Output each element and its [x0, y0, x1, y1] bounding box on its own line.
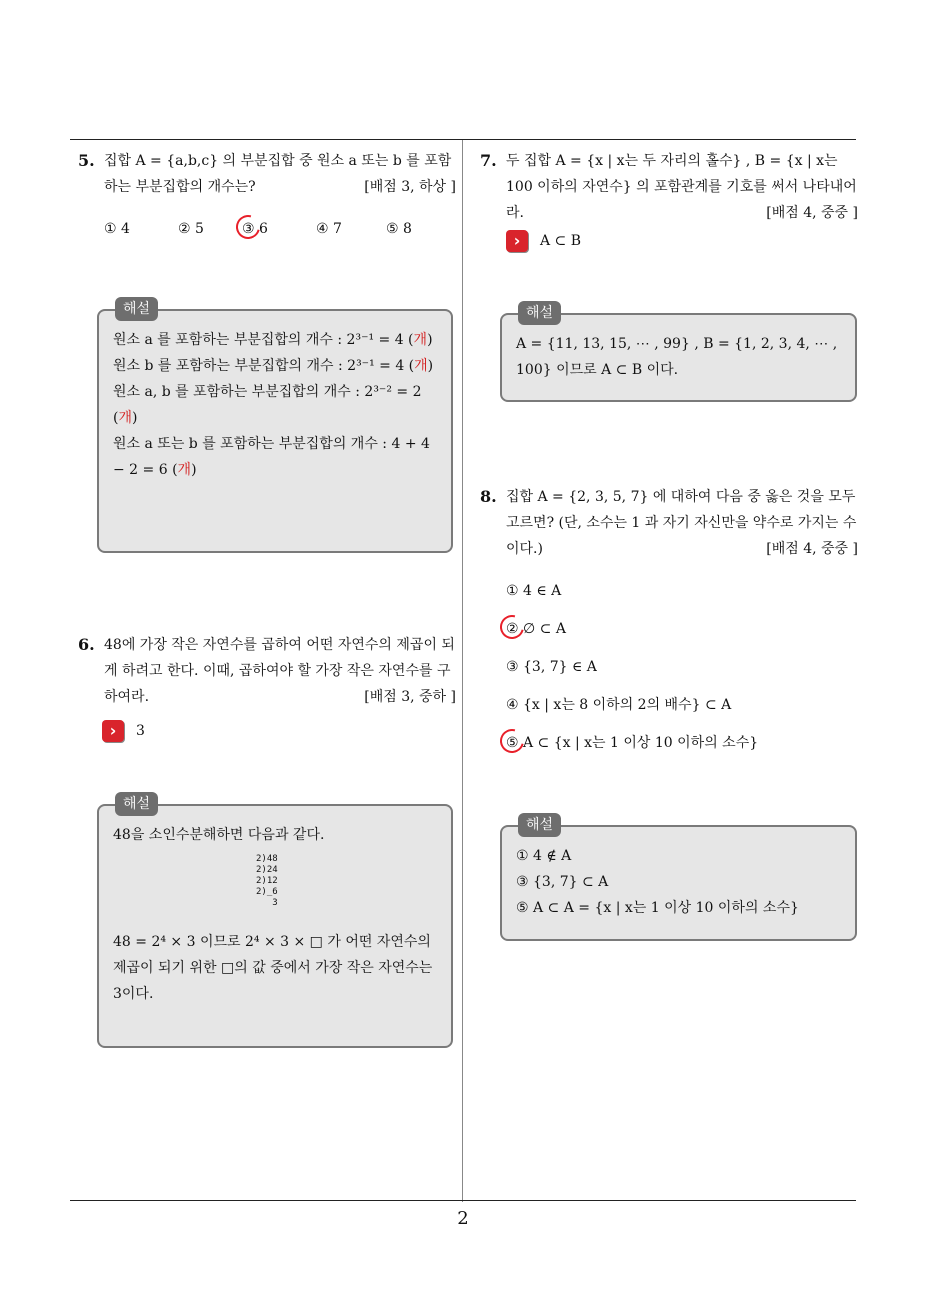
choice-4[interactable]: ④ 7: [316, 221, 342, 237]
explanation-tag: 해설: [115, 297, 158, 321]
question-meta: [배점 3, 중하 ]: [364, 689, 456, 705]
question-6: [78, 632, 456, 744]
question-number: 5.: [78, 151, 95, 170]
explanation-line: 원소 a 를 포함하는 부분집합의 개수 : 2³⁻¹ = 4 (: [113, 332, 414, 348]
column-divider: [462, 140, 463, 1202]
explanation-line: 원소 b 를 포함하는 부분집합의 개수 : 2³⁻¹ = 4 (: [113, 358, 415, 374]
answer-arrow-icon: ›: [102, 720, 124, 742]
question-7: [480, 148, 858, 254]
question-text: 집합 A = {a,b,c} 의 부분집합 중 원소 a 또는 b 를 포함하는 부분집합의 개수는?: [104, 153, 452, 195]
explanation-line: ③ {3, 7} ⊂ A: [516, 874, 609, 890]
explanation-box-q6: [97, 796, 453, 1048]
explanation-tag: 해설: [115, 792, 158, 816]
paren-close: ): [427, 358, 434, 374]
answer-text: 3: [136, 723, 145, 739]
explanation-box-q7: [500, 305, 857, 402]
explanation-line: ① 4 ∉ A: [516, 848, 572, 864]
choice-2-selected[interactable]: ② ∅ ⊂ A: [506, 616, 858, 642]
choice-2[interactable]: ② 5: [178, 221, 204, 237]
question-5: [78, 148, 456, 242]
division-row: 3: [256, 898, 278, 908]
explanation-tag: 해설: [518, 301, 561, 325]
explanation-line: 원소 a, b 를 포함하는 부분집합의 개수 : 2³⁻² = 2 (: [113, 384, 422, 426]
choice-5[interactable]: ⑤ 8: [386, 221, 412, 237]
unit-text: 개: [177, 462, 192, 478]
explanation-text: A = {11, 13, 15, ⋯ , 99} , B = {1, 2, 3, 4, ⋯ , 100} 이므로 A ⊂ B 이다.: [516, 336, 838, 378]
bottom-rule: [70, 1200, 856, 1201]
question-meta: [배점 4, 중중 ]: [766, 541, 858, 557]
division-row: 2)24: [256, 865, 278, 875]
division-row: 2)48: [256, 854, 278, 864]
choice-3-selected[interactable]: ③ 6: [242, 216, 316, 242]
question-8: [480, 484, 858, 768]
question-number: 6.: [78, 635, 95, 654]
explanation-intro: 48을 소인수분해하면 다음과 같다.: [113, 827, 325, 843]
question-text: 집합 A = {2, 3, 5, 7} 에 대하여 다음 중 옳은 것을 모두 고르면? (단, 소수는 1 과 자기 자신만을 약수로 가지는 수이다.): [506, 489, 857, 557]
paren-close: ): [191, 462, 197, 478]
question-number: 8.: [480, 487, 497, 506]
top-rule: [70, 139, 856, 140]
explanation-line: ⑤ A ⊂ A = {x | x는 1 이상 10 이하의 소수}: [516, 900, 799, 916]
choice-1[interactable]: ① 4 ∈ A: [506, 583, 562, 599]
answer-arrow-icon: ›: [506, 230, 528, 252]
choice-5-selected[interactable]: ⑤ A ⊂ {x | x는 1 이상 10 이하의 소수}: [506, 730, 858, 756]
paren-close: ): [427, 332, 433, 348]
prime-factorization-table: [256, 854, 296, 909]
explanation-box-q5: [97, 301, 453, 553]
question-meta: [배점 3, 하상 ]: [364, 179, 456, 195]
unit-text: 개: [414, 358, 428, 374]
paren-close: ): [132, 410, 138, 426]
answer-text: A ⊂ B: [540, 233, 582, 249]
explanation-conclusion: 48 = 2⁴ × 3 이므로 2⁴ × 3 × □ 가 어떤 자연수의 제곱이 되기 위한 □의 값 중에서 가장 작은 자연수는 3이다.: [113, 934, 433, 1002]
explanation-box-q8: [500, 817, 857, 941]
question-text: 두 집합 A = {x | x는 두 자리의 홀수} , B = {x | x는 100 이하의 자연수} 의 포함관계를 기호를 써서 나타내어라.: [506, 153, 857, 221]
unit-text: 개: [118, 410, 132, 426]
explanation-tag: 해설: [518, 813, 561, 837]
page-number: 2: [457, 1208, 469, 1229]
question-text: 48에 가장 작은 자연수를 곱하여 어떤 자연수의 제곱이 되게 하려고 한다. 이때, 곱하여야 할 가장 작은 자연수를 구하여라.: [104, 637, 455, 705]
division-row: 2)_6: [256, 887, 278, 897]
question-number: 7.: [480, 151, 497, 170]
choice-4[interactable]: ④ {x | x는 8 이하의 2의 배수} ⊂ A: [506, 697, 732, 713]
choice-3[interactable]: ③ {3, 7} ∈ A: [506, 659, 597, 675]
explanation-line: 원소 a 또는 b 를 포함하는 부분집합의 개수 : 4 + 4 − 2 = 6 (: [113, 436, 430, 478]
division-row: 2)12: [256, 876, 278, 886]
unit-text: 개: [413, 332, 428, 348]
choice-1[interactable]: ① 4: [104, 221, 130, 237]
question-meta: [배점 4, 중중 ]: [766, 205, 858, 221]
